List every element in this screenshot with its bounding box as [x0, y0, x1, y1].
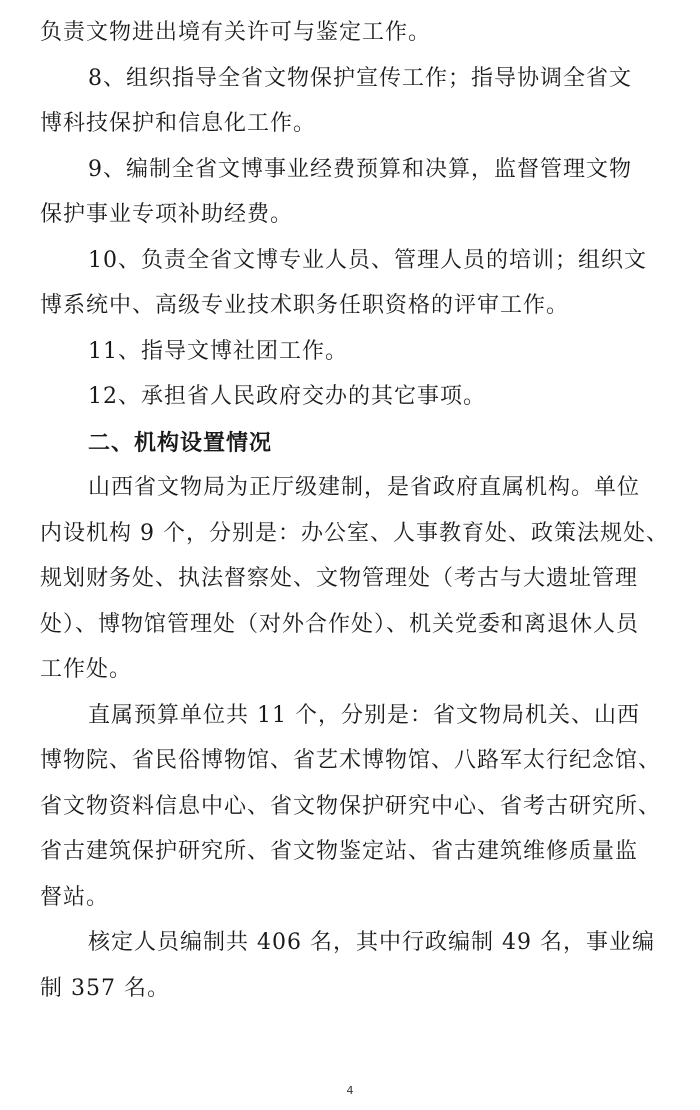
text-line: 省文物资料信息中心、省文物保护研究中心、省考古研究所、	[40, 794, 662, 819]
text-line: 内设机构 9 个，分别是：办公室、人事教育处、政策法规处、	[40, 521, 669, 546]
text-line: 博系统中、高级专业技术职务任职资格的评审工作。	[40, 293, 570, 318]
text-line: 核定人员编制共 406 名，其中行政编制 49 名，事业编	[88, 930, 655, 955]
text-line: 博物院、省民俗博物馆、省艺术博物馆、八路军太行纪念馆、	[40, 748, 662, 773]
text-line: 制 357 名。	[40, 976, 170, 1001]
page-number: 4	[346, 1084, 354, 1097]
text-line: 负责文物进出境有关许可与鉴定工作。	[40, 20, 432, 45]
text-line: 直属预算单位共 11 个，分别是：省文物局机关、山西	[88, 703, 640, 728]
text-line: 督站。	[40, 885, 110, 910]
text-line: 11、指导文博社团工作。	[88, 339, 348, 364]
text-line: 处）、博物馆管理处（对外合作处）、机关党委和离退休人员	[40, 612, 640, 637]
text-line: 12、承担省人民政府交办的其它事项。	[88, 384, 486, 409]
text-line: 9、编制全省文博事业经费预算和决算，监督管理文物	[88, 157, 632, 182]
text-line: 10、负责全省文博专业人员、管理人员的培训；组织文	[88, 248, 647, 273]
section-heading: 二、机构设置情况	[88, 430, 273, 456]
text-line: 8、组织指导全省文物保护宣传工作；指导协调全省文	[88, 66, 632, 91]
text-line: 省古建筑保护研究所、省文物鉴定站、省古建筑维修质量监	[40, 839, 639, 864]
text-line: 规划财务处、执法督察处、文物管理处（考古与大遗址管理	[40, 566, 639, 591]
text-line: 山西省文物局为正厅级建制，是省政府直属机构。单位	[88, 475, 641, 500]
text-line: 工作处。	[40, 657, 133, 682]
text-line: 博科技保护和信息化工作。	[40, 111, 317, 136]
text-line: 保护事业专项补助经费。	[40, 202, 294, 227]
